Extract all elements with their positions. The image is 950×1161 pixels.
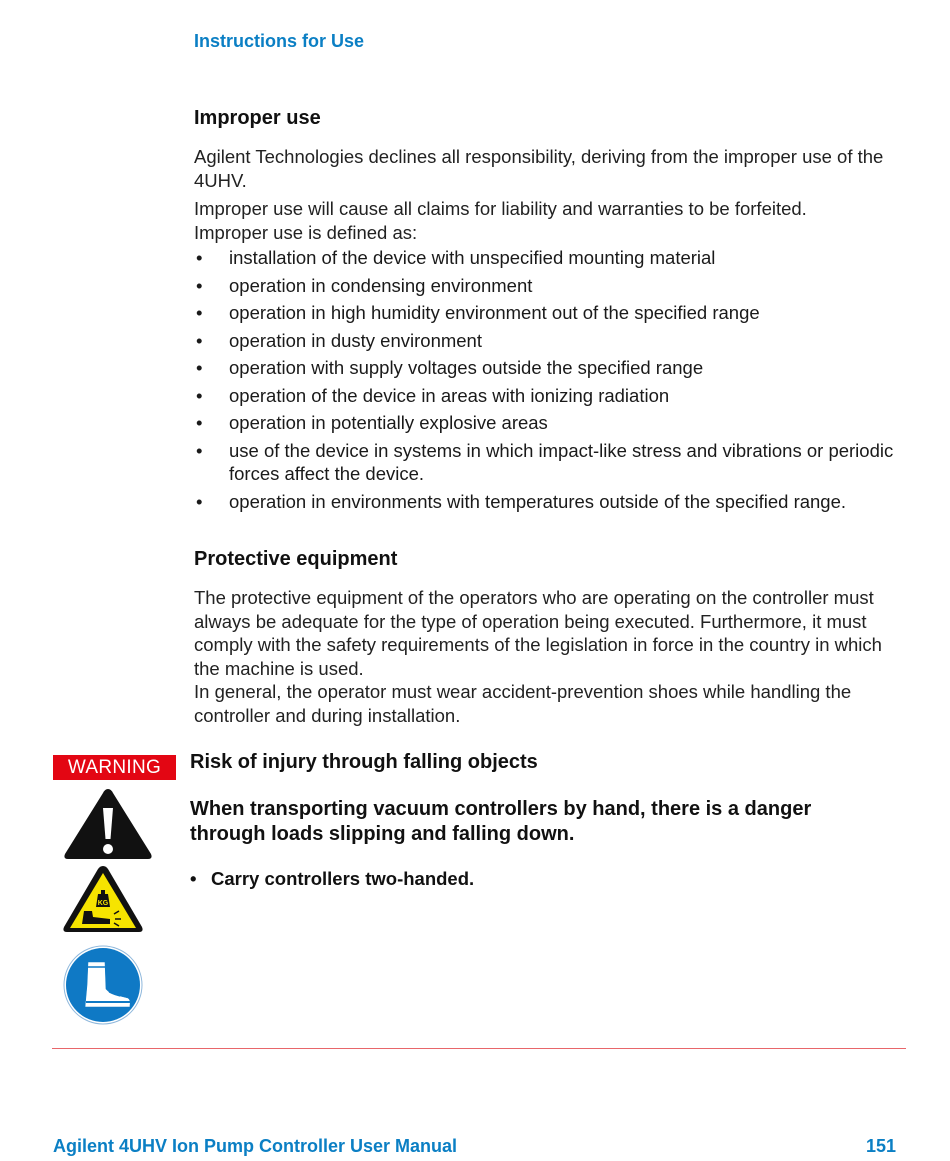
bullet-icon: • [196,490,203,512]
improper-use-paragraph: Improper use will cause all claims for liability and warranties to be forfeited. [194,198,807,219]
improper-use-heading: Improper use [194,107,321,129]
list-item-text: operation in potentially explosive areas [229,412,548,433]
warning-badge: WARNING [53,755,176,780]
footer-manual-title: Agilent 4UHV Ion Pump Controller User Manual [53,1136,458,1156]
list-item [194,490,894,514]
protective-equipment-body [194,586,910,727]
safety-shoes-icon [63,945,143,1025]
list-item [194,246,894,270]
bullet-icon: • [196,274,203,296]
list-item-text: operation in environments with temperatures outside of the specified range. [229,490,847,512]
bullet-icon: • [196,302,203,323]
improper-use-paragraph: Improper use is defined as: [194,221,418,243]
protective-equipment-paragraph: The protective equipment of the operators who are operating on the controller must always be adequate for the type of operation being executed. Furthermore, it must comply with the safety requirements of the legislation in force in the country in which the machine is used. [194,587,882,679]
falling-load-warning-icon [62,864,144,934]
bullet-icon: • [190,868,197,889]
warning-action-item [190,868,890,890]
warning-title: Risk of injury through falling objects [190,751,538,773]
general-warning-icon [62,786,154,862]
bullet-icon: • [196,329,203,351]
list-item [194,411,894,435]
bullet-icon: • [196,357,203,378]
bullet-icon: • [196,247,203,268]
protective-equipment-heading: Protective equipment [194,548,398,570]
improper-use-paragraph: Agilent Technologies declines all responsibility, deriving from the improper use of the 4UHV. [194,146,884,191]
section-divider [52,1048,906,1049]
list-item [194,274,894,298]
warning-description: When transporting vacuum controllers by hand, there is a danger through loads slipping and falling down. [190,798,812,845]
list-item-text: operation in dusty environment [229,329,482,351]
bullet-icon: • [196,384,203,406]
list-item [194,329,894,353]
list-item-text: installation of the device with unspecified mounting material [229,247,716,268]
weight-label: KG [97,900,109,907]
bullet-icon: • [196,439,203,461]
list-item-text: operation with supply voltages outside the specified range [229,357,704,378]
list-item-text: operation in high humidity environment out of the specified range [229,302,760,323]
warning-action-text: Carry controllers two-handed. [211,868,475,889]
running-header: Instructions for Use [194,31,365,51]
improper-use-body [194,145,904,244]
protective-equipment-paragraph: In general, the operator must wear accident-prevention shoes while handling the controller and during installation. [194,681,852,726]
list-item-text: operation in condensing environment [229,274,533,296]
list-item-text: operation of the device in areas with ionizing radiation [229,384,670,406]
list-item [194,384,894,408]
list-item [194,301,894,325]
list-item-text: use of the device in systems in which impact-like stress and vibrations or periodic forces affect the device. [229,439,894,484]
list-item [194,439,894,486]
list-item [194,356,894,380]
improper-use-list [194,246,894,517]
bullet-icon: • [196,412,203,433]
page-number: 151 [865,1136,896,1156]
